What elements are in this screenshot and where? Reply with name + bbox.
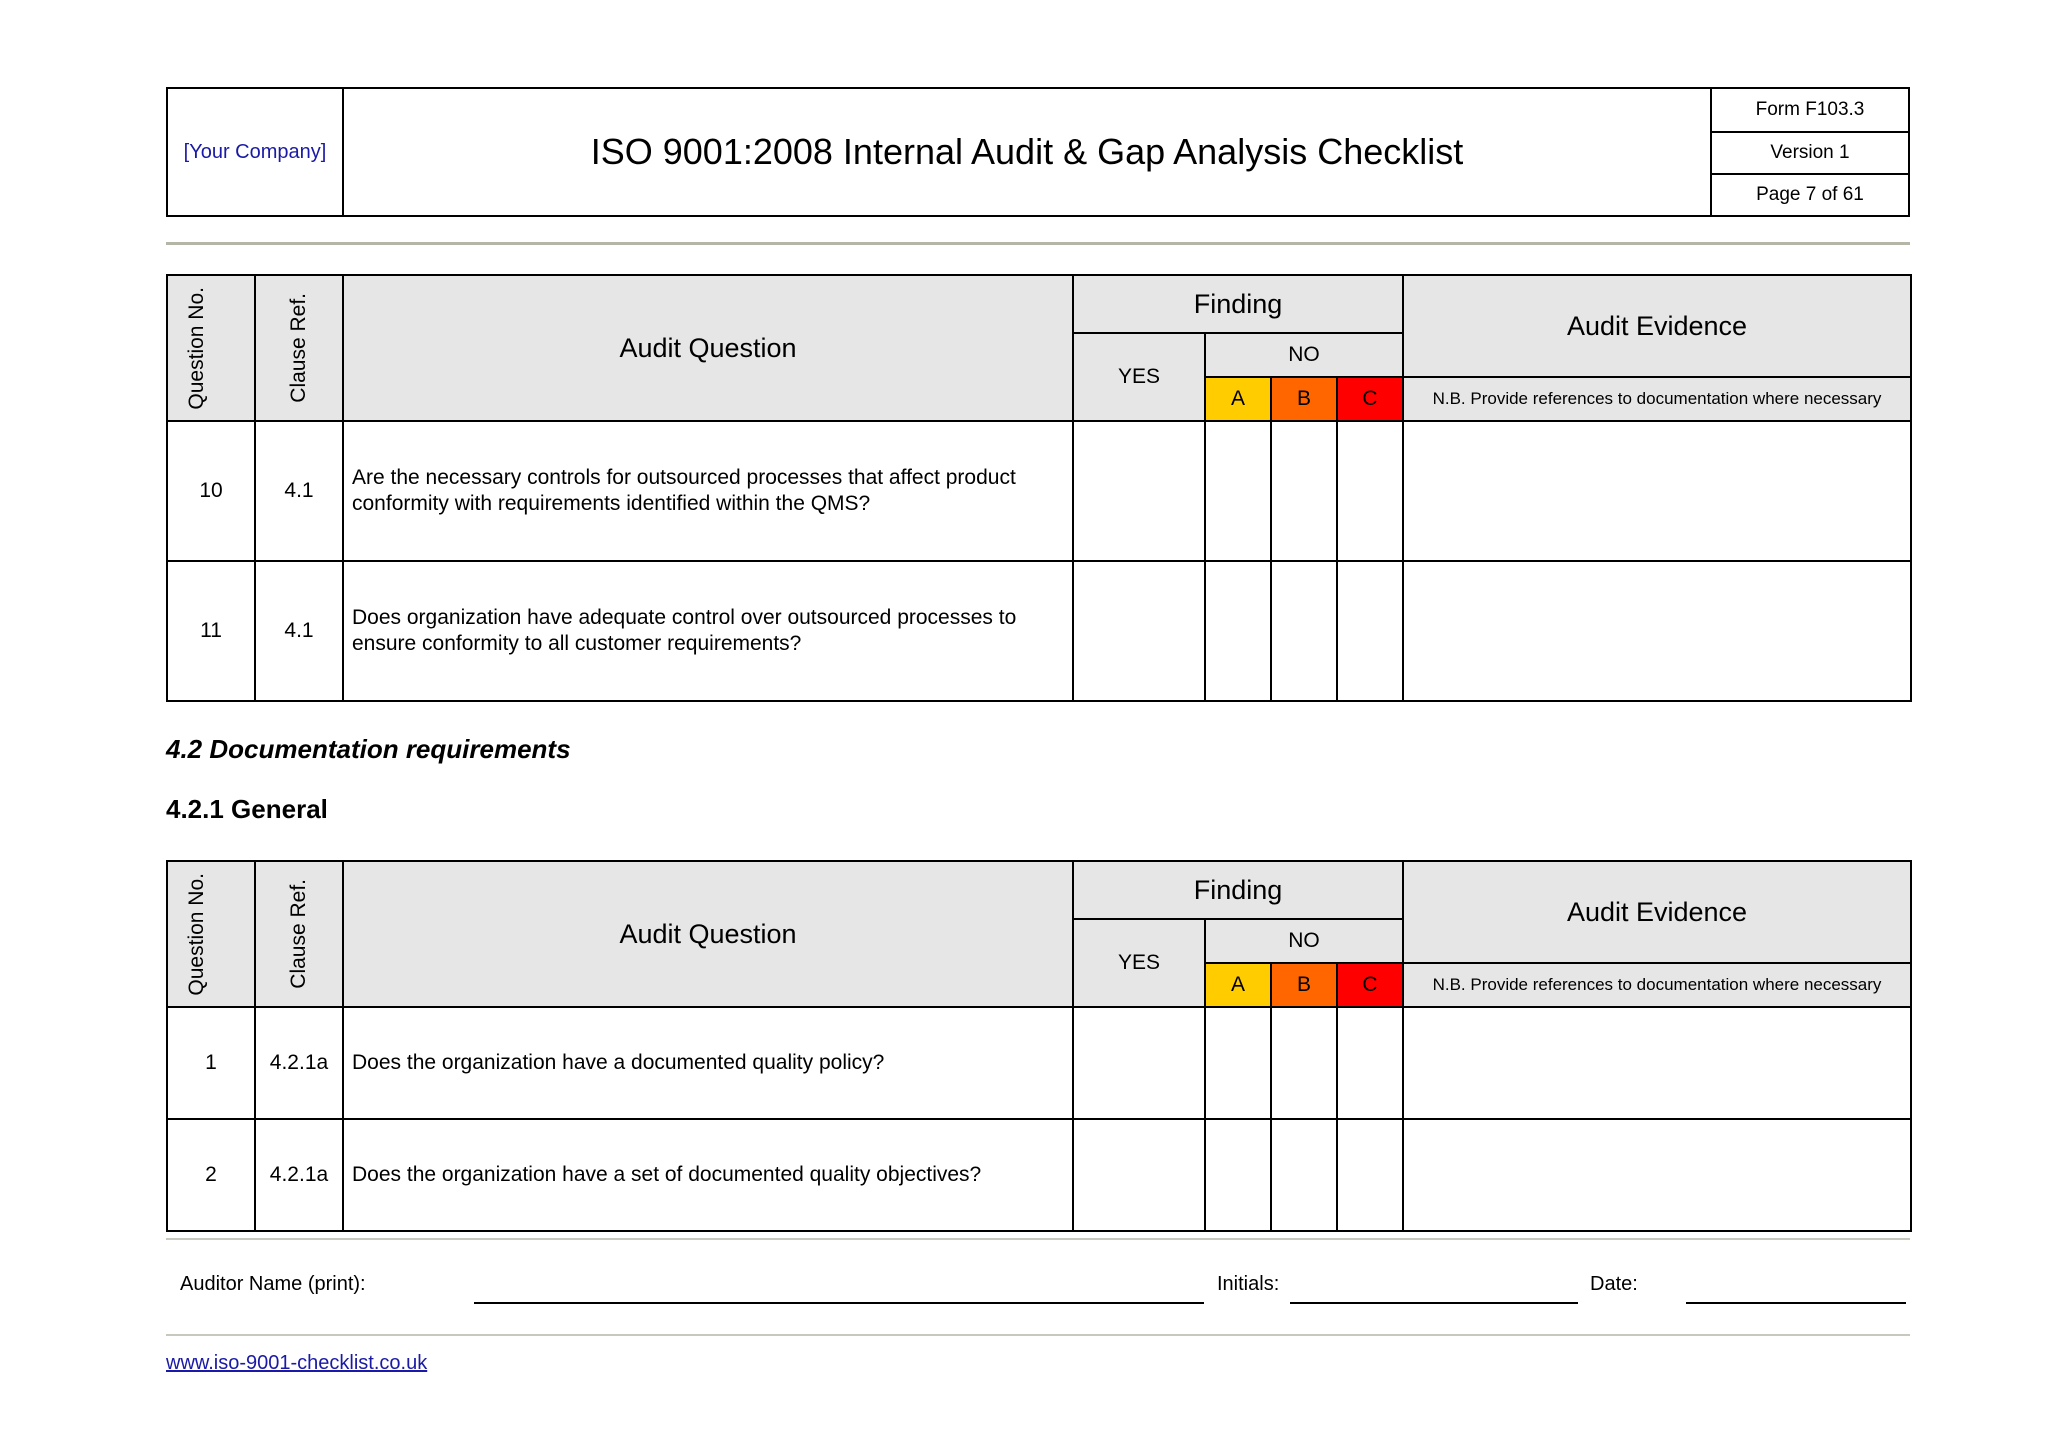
question-no-header: Question No. [167,275,255,421]
form-number: Form F103.3 [1755,99,1865,120]
audit-question-header: Audit Question [343,861,1073,1007]
grade-b-cell[interactable] [1271,421,1337,561]
question-no-header: Question No. [167,861,255,1007]
grade-b-header: B [1271,963,1337,1007]
evidence-note: N.B. Provide references to documentation where necessary [1403,377,1911,421]
table-row [167,561,1911,701]
date-label: Date: [1590,1273,1638,1295]
grade-b-cell[interactable] [1271,1119,1337,1231]
finding-header: Finding [1073,275,1403,333]
company-name: [Your Company] [168,89,344,215]
footer-divider [166,1334,1910,1336]
header-divider [166,242,1910,245]
table-row [167,1007,1911,1119]
evidence-cell[interactable] [1403,421,1911,561]
evidence-cell[interactable] [1403,561,1911,701]
grade-a-cell[interactable] [1205,1119,1271,1231]
initials-label: Initials: [1217,1273,1280,1295]
grade-a-header: A [1205,963,1271,1007]
grade-a-cell[interactable] [1205,1007,1271,1119]
grade-c-cell[interactable] [1337,1119,1403,1231]
clause-ref: 4.2.1a [255,1119,343,1231]
page-number: Page 7 of 61 [1712,173,1908,215]
grade-c-cell[interactable] [1337,1007,1403,1119]
question-number: 1 [167,1007,255,1119]
document-title: ISO 9001:2008 Internal Audit & Gap Analysis Checklist [344,89,1712,215]
question-number: 11 [167,561,255,701]
date-line[interactable] [1686,1302,1906,1304]
auditor-name-line[interactable] [474,1302,1204,1304]
yes-cell[interactable] [1073,561,1205,701]
clause-ref: 4.2.1a [255,1007,343,1119]
audit-question: Does the organization have a set of documented quality objectives? [343,1119,1073,1231]
yes-header: YES [1073,919,1205,1007]
yes-cell[interactable] [1073,1007,1205,1119]
grade-c-header: C [1337,377,1403,421]
grade-b-header: B [1271,377,1337,421]
table-row [167,1119,1911,1231]
clause-ref-header: Clause Ref. [255,861,343,1007]
audit-evidence-header: Audit Evidence [1403,861,1911,963]
version-label: Version 1 [1712,131,1908,173]
clause-ref: 4.1 [255,561,343,701]
audit-question: Does the organization have a documented quality policy? [343,1007,1073,1119]
audit-question-header: Audit Question [343,275,1073,421]
grade-c-cell[interactable] [1337,561,1403,701]
grade-a-cell[interactable] [1205,421,1271,561]
document-meta [1712,89,1908,215]
grade-b-cell[interactable] [1271,561,1337,701]
audit-question: Does organization have adequate control over outsourced processes to ensure conformity to all customer requirements? [343,561,1073,701]
no-header: NO [1205,919,1403,963]
grade-a-header: A [1205,377,1271,421]
grade-a-cell[interactable] [1205,561,1271,701]
table-row [167,421,1911,561]
yes-cell[interactable] [1073,1119,1205,1231]
audit-evidence-header: Audit Evidence [1403,275,1911,377]
clause-ref: 4.1 [255,421,343,561]
audit-question: Are the necessary controls for outsourced processes that affect product conformity with requirements identified within the QMS? [343,421,1073,561]
section-heading: 4.2 Documentation requirements [166,734,571,764]
signoff-divider [166,1238,1910,1240]
subsection-heading: 4.2.1 General [166,794,328,824]
audit-table-1 [166,274,1912,702]
question-number: 10 [167,421,255,561]
audit-table-2 [166,860,1912,1232]
initials-line[interactable] [1290,1302,1578,1304]
auditor-name-label: Auditor Name (print): [180,1273,366,1295]
grade-c-header: C [1337,963,1403,1007]
yes-cell[interactable] [1073,421,1205,561]
question-number: 2 [167,1119,255,1231]
evidence-cell[interactable] [1403,1007,1911,1119]
yes-header: YES [1073,333,1205,421]
grade-b-cell[interactable] [1271,1007,1337,1119]
document-header [166,87,1910,217]
grade-c-cell[interactable] [1337,421,1403,561]
evidence-note: N.B. Provide references to documentation where necessary [1403,963,1911,1007]
no-header: NO [1205,333,1403,377]
evidence-cell[interactable] [1403,1119,1911,1231]
website-link[interactable]: www.iso-9001-checklist.co.uk [166,1352,428,1374]
clause-ref-header: Clause Ref. [255,275,343,421]
finding-header: Finding [1073,861,1403,919]
